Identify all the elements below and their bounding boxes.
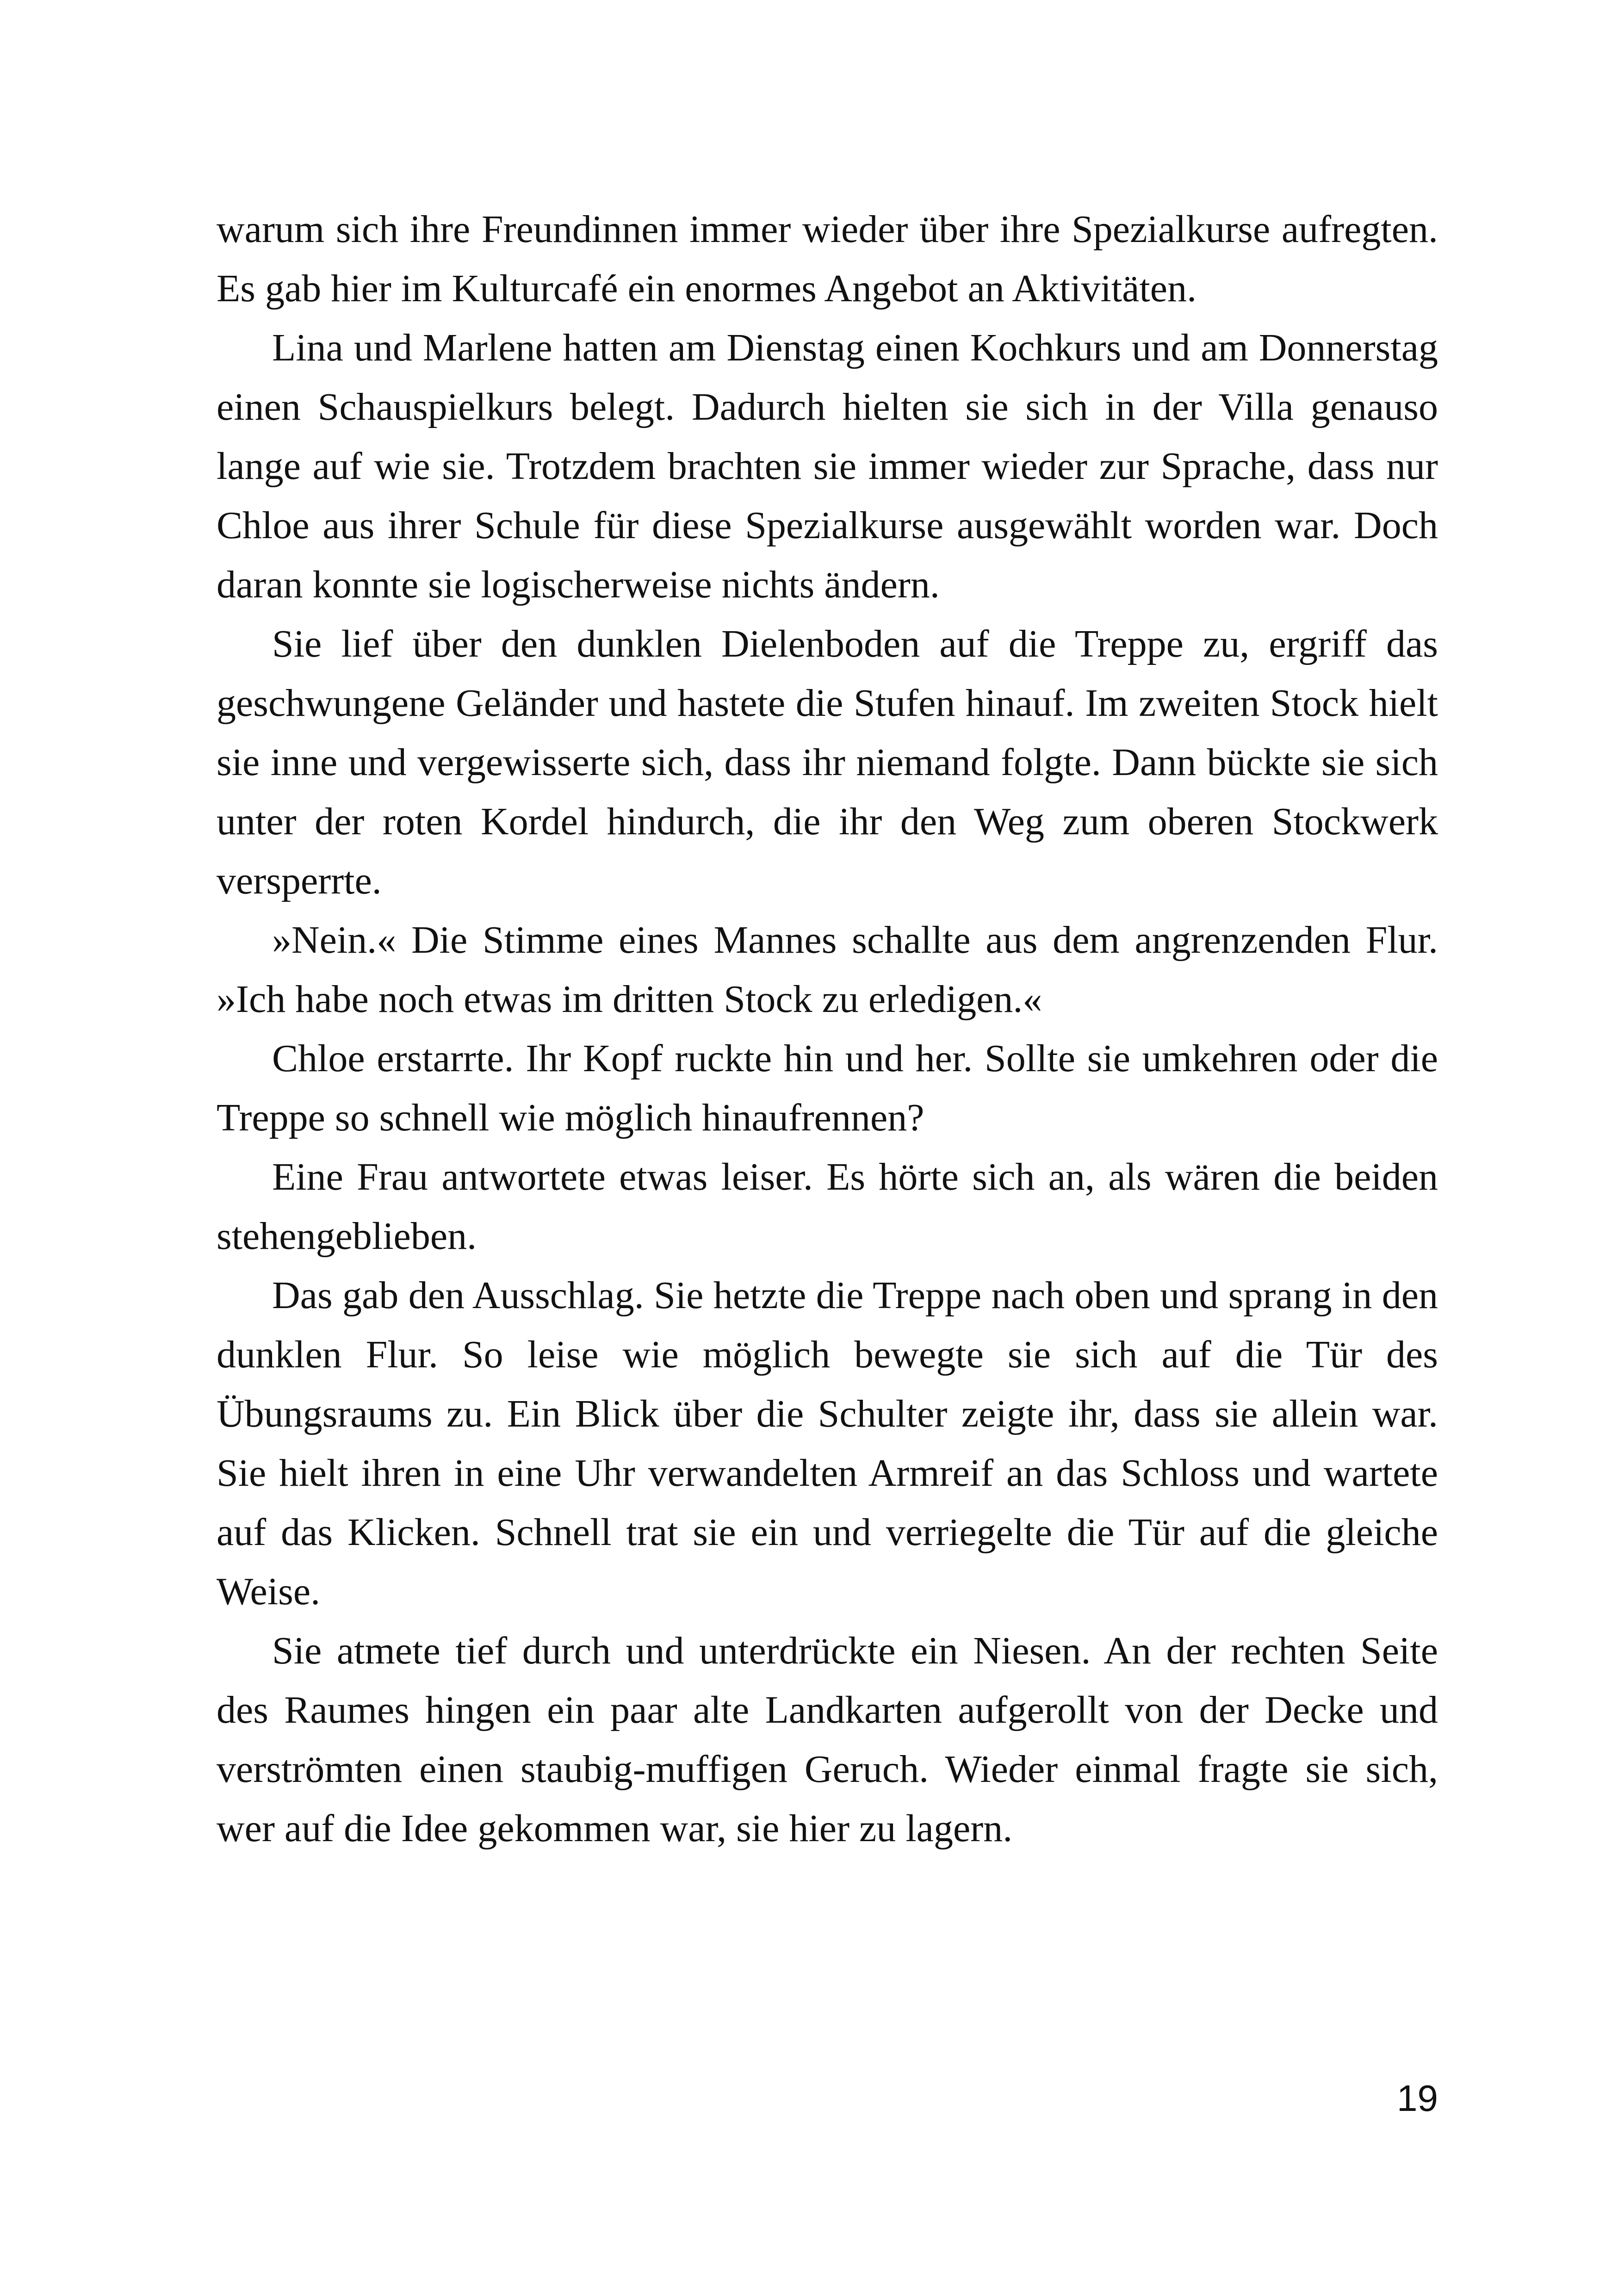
paragraph: Eine Frau antwortete etwas leiser. Es hörte sich an, als wären die beiden stehengeblieben. bbox=[217, 1155, 1438, 1258]
paragraph: Sie lief über den dunklen Dielenboden auf die Treppe zu, ergriff das geschwungene Geländer und hastete die Stufen hinauf. Im zweiten Stock hielt sie inne und vergewisserte sich, dass ihr niemand folgte. Dann bückte sie sich unter der roten Kordel hindurch, die ihr den Weg zum oberen Stockwerk versperrte. bbox=[217, 622, 1438, 902]
page-number: 19 bbox=[1397, 2078, 1438, 2119]
paragraph-continued: warum sich ihre Freundinnen immer wieder über ihre Spezialkurse aufregten. Es gab hier im Kulturcafé ein enormes Angebot an Aktivitäten. bbox=[217, 208, 1438, 310]
paragraph: Das gab den Ausschlag. Sie hetzte die Treppe nach oben und sprang in den dunklen Flur. So leise wie möglich bewegte sie sich auf die Tür des Übungsraums zu. Ein Blick über die Schulter zeigte ihr, dass sie allein war. Sie hielt ihren in eine Uhr verwandelten Armreif an das Schloss und wartete auf das Klicken. Schnell trat sie ein und verriegelte die Tür auf die gleiche Weise. bbox=[217, 1274, 1438, 1613]
paragraph: Chloe erstarrte. Ihr Kopf ruckte hin und her. Sollte sie umkehren oder die Treppe so schnell wie möglich hinaufrennen? bbox=[217, 1037, 1438, 1139]
body-text bbox=[217, 200, 1438, 1858]
paragraph: »Nein.« Die Stimme eines Mannes schallte aus dem angrenzenden Flur. »Ich habe noch etwas im dritten Stock zu erledigen.« bbox=[217, 918, 1438, 1021]
paragraph: Sie atmete tief durch und unterdrückte ein Niesen. An der rechten Seite des Raumes hingen ein paar alte Landkarten aufgerollt von der Decke und verströmten einen staubig-muffigen Geruch. Wieder einmal fragte sie sich, wer auf die Idee gekommen war, sie hier zu lagern. bbox=[217, 1629, 1438, 1850]
paragraph: Lina und Marlene hatten am Dienstag einen Kochkurs und am Donnerstag einen Schauspielkurs belegt. Dadurch hielten sie sich in der Villa genauso lange auf wie sie. Trotzdem brachten sie immer wieder zur Sprache, dass nur Chloe aus ihrer Schule für diese Spezialkurse ausgewählt worden war. Doch daran konnte sie logischerweise nichts ändern. bbox=[217, 326, 1438, 606]
